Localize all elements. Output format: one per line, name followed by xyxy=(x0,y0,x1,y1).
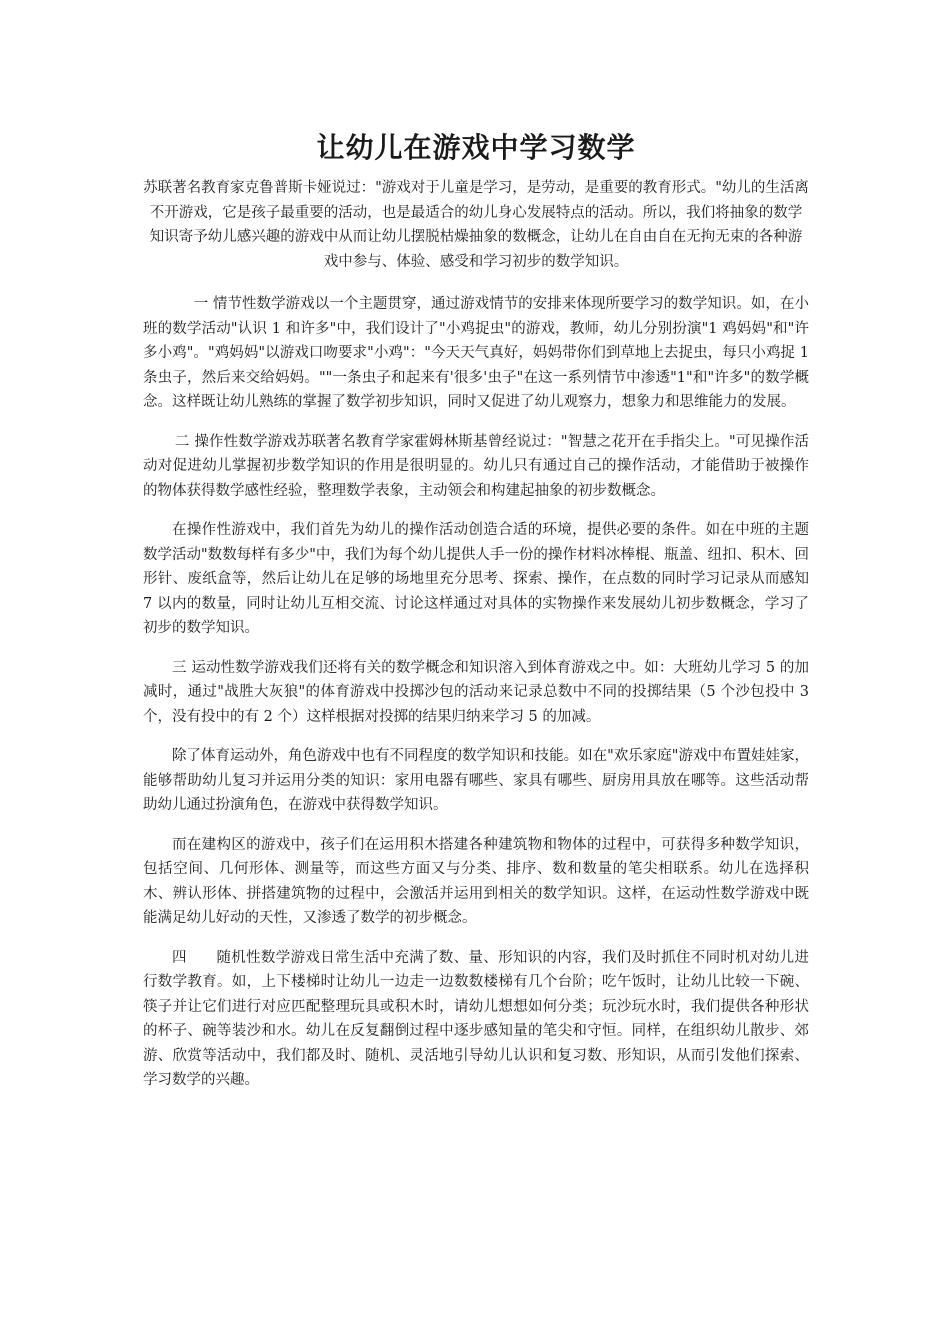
section-three-paragraph: 三 运动性数学游戏我们还将有关的数学概念和知识溶入到体育游戏之中。如：大班幼儿学习 5 的加减时，通过"战胜大灰狼"的体育游戏中投掷沙包的活动来记录总数中不同的投掷结果（5 个沙包投中 3 个，没有投中的有 2 个）这样根据对投掷的结果归纳来学习 5 的加减。 xyxy=(143,659,809,725)
operation-games-paragraph: 在操作性游戏中，我们首先为幼儿的操作活动创造合适的环境，提供必要的条件。如在中班的主题数学活动"数数每样有多少"中，我们为每个幼儿提供人手一份的操作材料冰棒棍、瓶盖、纽扣、积木、回形针、废纸盒等，然后让幼儿在足够的场地里充分思考、探索、操作，在点数的同时学习记录从而感知 7 以内的数量，同时让幼儿互相交流、讨论这样通过对具体的实物操作来发展幼儿初步数概念，学习了初步的数学知识。 xyxy=(143,522,809,636)
document-page xyxy=(143,128,809,1108)
section-one-paragraph: 一 情节性数学游戏以一个主题贯穿，通过游戏情节的安排来体现所要学习的数学知识。如，在小班的数学活动"认识 1 和许多"中，我们设计了"小鸡捉虫"的游戏，教师，幼儿分别扮演"1 鸡妈妈"和"许多小鸡"。"鸡妈妈"以游戏口吻要求"小鸡"："今天天气真好，妈妈带你们到草地上去捉虫，每只小鸡捉 1 条虫子，然后来交给妈妈。""一条虫子和起来有'很多'虫子"在这一系列情节中渗透"1"和"许多"的数学概念。这样既让幼儿熟练的掌握了数学初步知识，同时又促进了幼儿观察力，想象力和思维能力的发展。 xyxy=(143,296,809,410)
construction-area-paragraph: 而在建构区的游戏中，孩子们在运用积木搭建各种建筑物和物体的过程中，可获得多种数学知识，包括空间、几何形体、测量等，而这些方面又与分类、排序、数和数量的笔尖相联系。幼儿在选择积木、辨认形体、拼搭建筑物的过程中，会激活并运用到相关的数学知识。这样，在运动性数学游戏中既能满足幼儿好动的天性，又渗透了数学的初步概念。 xyxy=(143,836,809,926)
intro-paragraph: 苏联著名教育家克鲁普斯卡娅说过："游戏对于儿童是学习，是劳动，是重要的教育形式。"幼儿的生活离不开游戏，它是孩子最重要的活动，也是最适合的幼儿身心发展特点的活动。所以，我们将抽象的数学知识寄予幼儿感兴趣的游戏中从而让幼儿摆脱枯燥抽象的数概念，让幼儿在自由自在无拘无束的各种游戏中参与、体验、感受和学习初步的数学知识。 xyxy=(143,180,809,270)
section-two-paragraph: 二 操作性数学游戏苏联著名教育学家霍姆林斯基曾经说过："智慧之花开在手指尖上。"可见操作活动对促进幼儿掌握初步数学知识的作用是很明显的。幼儿只有通过自己的操作活动，才能借助于被操作的物体获得数学感性经验，整理数学表象，主动领会和构建起抽象的初步数概念。 xyxy=(143,433,809,499)
role-play-paragraph: 除了体育运动外，角色游戏中也有不同程度的数学知识和技能。如在"欢乐家庭"游戏中布置娃娃家，能够帮助幼儿复习并运用分类的知识：家用电器有哪些、家具有哪些、厨房用具放在哪等。这些活动帮助幼儿通过扮演角色，在游戏中获得数学知识。 xyxy=(143,748,809,813)
section-four-paragraph: 四 随机性数学游戏日常生活中充满了数、量、形知识的内容，我们及时抓住不同时机对幼儿进行数学教育。如，上下楼梯时让幼儿一边走一边数数楼梯有几个台阶；吃午饭时，让幼儿比较一下碗、筷子并让它们进行对应匹配整理玩具或积木时，请幼儿想想如何分类；玩沙玩水时，我们提供各种形状的杯子、碗等装沙和水。幼儿在反复翻倒过程中逐步感知量的笔尖和守恒。同样，在组织幼儿散步、郊游、欣赏等活动中，我们都及时、随机、灵活地引导幼儿认识和复习数、形知识，从而引发他们探索、学习数学的兴趣。 xyxy=(143,949,809,1088)
document-title: 让幼儿在游戏中学习数学 xyxy=(316,131,636,164)
